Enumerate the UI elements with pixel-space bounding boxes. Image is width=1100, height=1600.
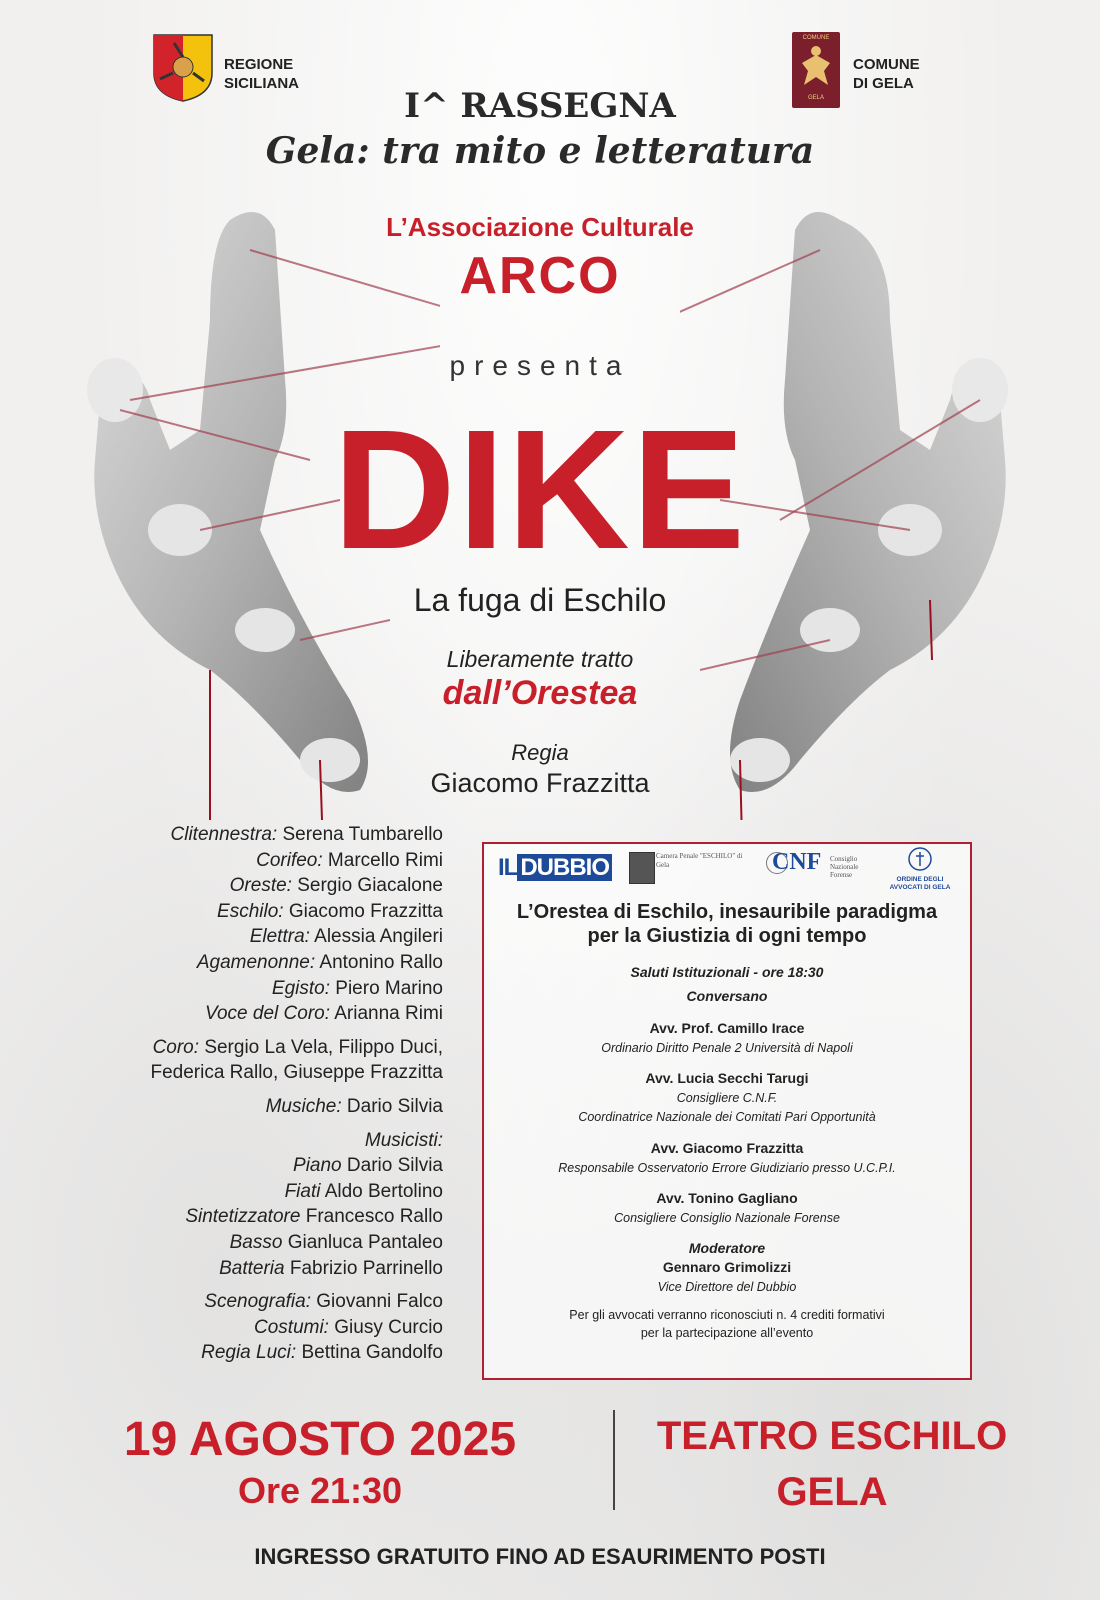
camera-penale-portrait-icon: [629, 852, 655, 884]
cast-row: [60, 822, 443, 848]
presenta-label: presenta: [449, 350, 631, 381]
city-logo-top-text: COMUNE: [802, 35, 830, 41]
cast-name: Marcello Rimi: [327, 849, 443, 871]
speaker-desc: Consigliere C.N.F.: [676, 1091, 778, 1105]
rassegna-subtitle: Gela: tra mito e letteratura: [265, 130, 815, 172]
footer-divider: [613, 1410, 615, 1510]
tech-row: [60, 1315, 443, 1341]
musicisti-label-row: [60, 1128, 443, 1154]
musiche-row: [60, 1094, 443, 1120]
event-date: 19 AGOSTO 2025: [123, 1413, 517, 1466]
cast-role: Egisto:: [271, 977, 330, 999]
region-name-line1: REGIONE: [224, 56, 294, 73]
ordine-line1: ORDINE DEGLI: [896, 876, 944, 883]
cast-role: Oreste:: [229, 875, 292, 897]
musician-role: Sintetizzatore: [185, 1206, 301, 1228]
musician-role: Basso: [229, 1231, 283, 1253]
regia-label: Regia: [511, 740, 569, 765]
event-time: Ore 21:30: [237, 1470, 403, 1511]
cast-row: [60, 976, 443, 1002]
crediti-line1: Per gli avvocati verranno riconosciuti n. 4 crediti formativi: [569, 1308, 885, 1322]
conversano-label: Conversano: [686, 988, 768, 1004]
region-name-line2: SICILIANA: [224, 75, 299, 92]
saluti-line: Saluti Istituzionali - ore 18:30: [630, 964, 824, 980]
tech-name: Giovanni Falco: [316, 1291, 443, 1313]
tech-name: Bettina Gandolfo: [301, 1342, 443, 1364]
tratto-line1: Liberamente tratto: [446, 646, 634, 672]
speaker-desc: Responsabile Osservatorio Errore Giudiziario presso U.C.P.I.: [558, 1161, 896, 1175]
cnf-logo: [772, 849, 862, 883]
cast-row: [60, 1001, 443, 1027]
ordine-emblem-icon: [907, 846, 933, 872]
musician-role: Batteria: [219, 1257, 285, 1279]
eagle-crest-icon: [792, 41, 840, 91]
musician-name: Fabrizio Parrinello: [289, 1257, 443, 1279]
musician-name: Aldo Bertolino: [324, 1180, 443, 1202]
il-dubbio-prefix: IL: [498, 854, 518, 881]
city-name-line2: DI GELA: [853, 75, 914, 92]
show-subtitle: La fuga di Eschilo: [413, 582, 667, 618]
musician-row: [60, 1204, 443, 1230]
cnf-sub-3: Forense: [830, 871, 853, 879]
cast-role: Elettra:: [249, 926, 310, 948]
cnf-mark: CNF: [772, 849, 822, 875]
cast-row: [60, 899, 443, 925]
rassegna-title: I^ RASSEGNA: [404, 86, 676, 126]
musician-name: Dario Silvia: [346, 1155, 443, 1177]
ordine-avvocati-logo: [880, 846, 960, 892]
cast-row: [60, 950, 443, 976]
cast-name: Antonino Rallo: [319, 951, 443, 973]
speaker-name: Avv. Prof. Camillo Irace: [649, 1020, 805, 1036]
tech-row: [60, 1289, 443, 1315]
coro-row-2: [60, 1060, 443, 1086]
musician-name: Francesco Rallo: [305, 1206, 443, 1228]
conference-title-1: L’Orestea di Eschilo, inesauribile paradigma: [516, 901, 938, 923]
cast-role: Voce del Coro:: [205, 1003, 330, 1025]
speaker-desc: Coordinatrice Nazionale dei Comitati Pari Opportunità: [578, 1110, 876, 1124]
association-line: L’Associazione Culturale: [386, 212, 694, 242]
tech-role: Costumi:: [254, 1316, 329, 1338]
cast-list: [60, 822, 443, 1366]
cnf-sub-2: Nazionale: [830, 863, 859, 871]
association-name: ARCO: [459, 247, 621, 305]
entrance-note: INGRESSO GRATUITO FINO AD ESAURIMENTO POSTI: [254, 1544, 826, 1569]
conference-title-2: per la Giustizia di ogni tempo: [587, 925, 867, 947]
tech-row: [60, 1340, 443, 1366]
camera-penale-text: Camera Penale "ESCHILO" di Gela: [656, 852, 743, 869]
tratto-line2: dall’Orestea: [442, 674, 638, 712]
city-name-line1: COMUNE: [853, 56, 920, 73]
crediti-line2: per la partecipazione all’evento: [640, 1326, 814, 1340]
city-logo-bottom-text: GELA: [807, 95, 824, 101]
ordine-line2: AVVOCATI DI GELA: [889, 884, 951, 891]
venue-name: TEATRO ESCHILO: [656, 1414, 1008, 1458]
coro-row: [60, 1035, 443, 1061]
musician-role: Piano: [293, 1155, 342, 1177]
cnf-sub-1: Consiglio: [830, 855, 858, 863]
tech-role: Scenografia:: [204, 1291, 311, 1313]
cast-name: Giacomo Frazzitta: [288, 900, 443, 922]
tech-role: Regia Luci:: [201, 1342, 297, 1364]
cast-role: Corifeo:: [256, 849, 323, 871]
moderatore-name: Gennaro Grimolizzi: [662, 1259, 792, 1275]
regia-name: Giacomo Frazzitta: [430, 768, 650, 798]
musician-row: [60, 1179, 443, 1205]
musician-row: [60, 1256, 443, 1282]
il-dubbio-name: DUBBIO: [517, 854, 612, 881]
conference-box: [482, 842, 972, 1380]
musician-name: Gianluca Pantaleo: [287, 1231, 443, 1253]
speaker-name: Avv. Giacomo Frazzitta: [650, 1140, 804, 1156]
coro-role: Coro:: [152, 1036, 200, 1058]
cast-name: Sergio Giacalone: [297, 875, 443, 897]
cnf-sub: [830, 855, 858, 879]
cast-name: Arianna Rimi: [334, 1003, 443, 1025]
venue-city: GELA: [776, 1470, 888, 1514]
musicisti-label: Musicisti:: [364, 1129, 443, 1151]
cast-role: Clitennestra:: [170, 824, 278, 845]
moderatore-label: Moderatore: [688, 1240, 766, 1256]
cast-row: [60, 848, 443, 874]
coro-line1: Sergio La Vela, Filippo Duci,: [204, 1036, 443, 1058]
musician-role: Fiati: [284, 1180, 321, 1202]
cast-role: Eschilo:: [217, 900, 284, 922]
speaker-name: Avv. Tonino Gagliano: [656, 1190, 798, 1206]
cast-role: Agamenonne:: [196, 951, 316, 973]
speaker-name: Avv. Lucia Secchi Tarugi: [645, 1070, 809, 1086]
show-title: DIKE: [332, 395, 748, 585]
musician-row: [60, 1153, 443, 1179]
cast-row: [60, 873, 443, 899]
musician-row: [60, 1230, 443, 1256]
il-dubbio-logo: [498, 854, 624, 890]
musiche-name: Dario Silvia: [346, 1095, 443, 1117]
speaker-desc: Ordinario Diritto Penale 2 Università di Napoli: [601, 1041, 853, 1055]
speaker-desc: Consigliere Consiglio Nazionale Forense: [614, 1211, 840, 1225]
cast-name: Piero Marino: [335, 977, 443, 999]
cast-name: Alessia Angileri: [314, 926, 443, 948]
cast-name: Serena Tumbarello: [282, 824, 443, 845]
musiche-role: Musiche:: [265, 1095, 342, 1117]
coro-line2: Federica Rallo, Giuseppe Frazzitta: [150, 1062, 443, 1084]
moderatore-desc: Vice Direttore del Dubbio: [657, 1280, 797, 1294]
tech-name: Giusy Curcio: [334, 1316, 443, 1338]
cast-row: [60, 924, 443, 950]
